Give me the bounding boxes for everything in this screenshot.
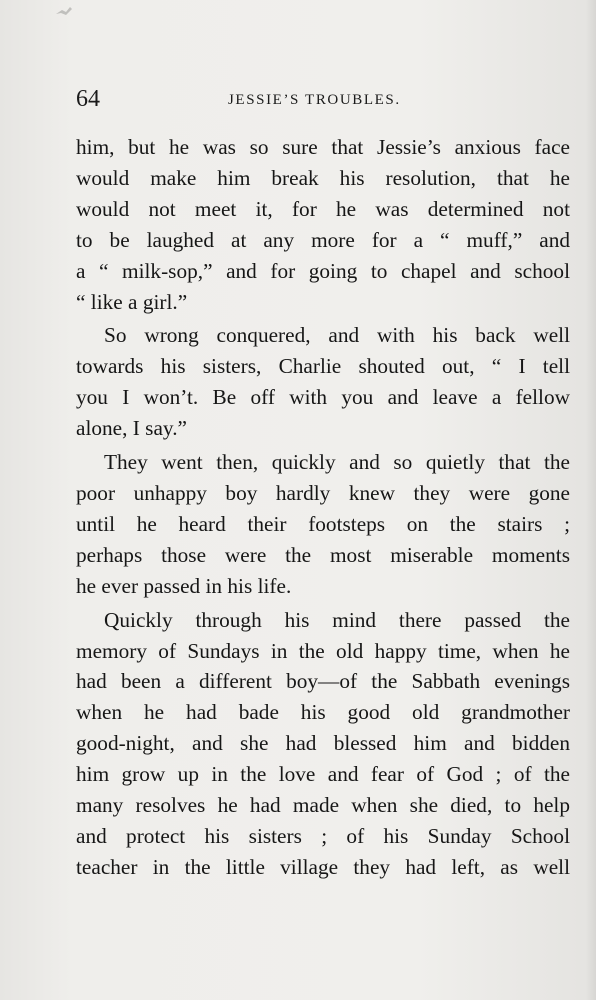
paragraph-3 bbox=[76, 447, 570, 602]
text-line: and protect his sisters ; of his Sunday School bbox=[76, 823, 570, 848]
text-line: would make him break his resolution, that he bbox=[76, 165, 570, 190]
text-line: perhaps those were the most miserable moments bbox=[76, 542, 570, 567]
text-line: many resolves he had made when she died, to help bbox=[76, 793, 570, 818]
text-line: until he heard their footsteps on the stairs ; bbox=[76, 511, 570, 536]
running-title: JESSIE’S TROUBLES. bbox=[228, 92, 401, 108]
text-line: poor unhappy boy hardly knew they were gone bbox=[76, 480, 570, 505]
text-line: Quickly through his mind there passed the bbox=[104, 607, 570, 632]
text-line: you I won’t. Be off with you and leave a fellow bbox=[76, 385, 570, 410]
paragraph-4 bbox=[76, 605, 570, 883]
paragraph-1 bbox=[76, 132, 570, 317]
page-number: 64 bbox=[76, 86, 100, 112]
text-line: when he had bade his good old grandmother bbox=[76, 700, 570, 725]
text-line: him, but he was so sure that Jessie’s anxious face bbox=[76, 135, 570, 159]
page-edge-shadow bbox=[586, 0, 596, 1000]
text-line: good-night, and she had blessed him and bidden bbox=[76, 731, 570, 756]
text-line: towards his sisters, Charlie shouted out, “ I tell bbox=[76, 354, 570, 379]
text-line: They went then, quickly and so quietly that the bbox=[104, 450, 570, 475]
text-line: alone, I say.” bbox=[76, 416, 187, 441]
text-line: memory of Sundays in the old happy time, when he bbox=[76, 638, 570, 663]
text-line: So wrong conquered, and with his back well bbox=[104, 323, 570, 348]
text-line: “ like a girl.” bbox=[76, 289, 188, 314]
paragraph-2 bbox=[76, 320, 570, 444]
text-line: him grow up in the love and fear of God ; of the bbox=[76, 762, 570, 787]
body-text bbox=[76, 132, 570, 883]
text-line: had been a different boy—of the Sabbath evenings bbox=[76, 669, 570, 694]
text-line: teacher in the little village they had left, as well bbox=[76, 854, 570, 879]
text-line: to be laughed at any more for a “ muff,” and bbox=[76, 227, 570, 252]
page-header bbox=[76, 86, 562, 118]
text-line: would not meet it, for he was determined not bbox=[76, 196, 570, 221]
text-line: a “ milk-sop,” and for going to chapel and school bbox=[76, 258, 570, 283]
text-line: he ever passed in his life. bbox=[76, 573, 292, 598]
corner-ink-speck bbox=[52, 2, 76, 20]
